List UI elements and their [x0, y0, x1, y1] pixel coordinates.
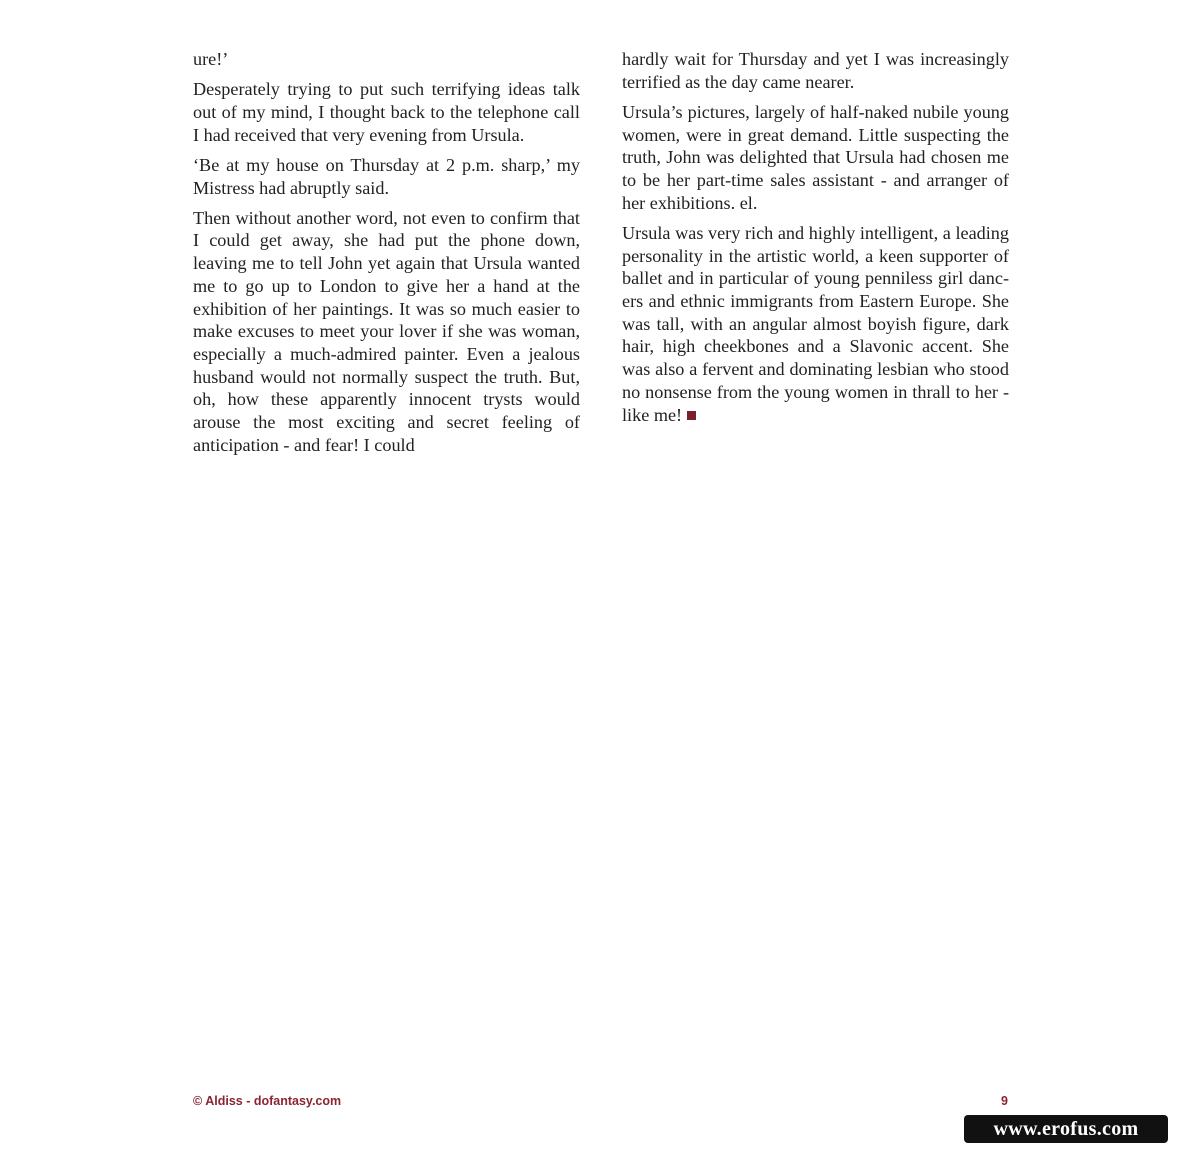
watermark-text: www.erofus.com — [993, 1117, 1139, 1140]
paragraph-text: Ursula was very rich and highly intelligent, a leading personality in the artistic world, a keen supporter of ballet and in particular of young penniless girl dancers and ethnic immigrants from Eastern Europe. She was tall, with an angular almost boyish figure, dark hair, high cheekbones and a Slavonic accent. She was also a fervent and dominating lesbian who stood no nonsense from the young women in thrall to her - like me! — [622, 222, 1009, 425]
footer-copyright: © Aldiss - dofantasy.com — [193, 1094, 342, 1108]
right-text-column — [622, 48, 1009, 434]
end-of-article-mark-icon — [687, 411, 696, 420]
left-text-column — [193, 48, 580, 464]
paragraph: ure!’ — [193, 49, 229, 69]
paragraph: Then without another word, not even to confirm that I could get away, she had put the phone down, leaving me to tell John yet again that Ursula wanted me to go up to London to give her a hand at the exhibition of her paintings. It was so much easier to make excuses to meet your lover if she was woman, especially a much-admired painter. Even a jealous husband would not normally suspect the truth. But, oh, how these apparently innocent trysts would arouse the most exciting and secret feeling of anticipation - and fear! I could — [193, 207, 580, 455]
paragraph: hardly wait for Thursday and yet I was increasingly terrified as the day came nearer. — [622, 49, 1009, 92]
paragraph: Ursula’s pictures, largely of half-naked nubile young women, were in great demand. Little suspecting the truth, John was delighted that Ursula had chosen me to be her part-time sales assistant - and arranger of her exhibitions. el. — [622, 101, 1009, 213]
paragraph: Desperately trying to put such terrifying ideas talk out of my mind, I thought back to the telephone call I had received that very evening from Ursula. — [193, 79, 580, 145]
page-number: 9 — [1001, 1094, 1008, 1108]
last-paragraph — [622, 222, 1009, 426]
paragraph: ‘Be at my house on Thursday at 2 p.m. sharp,’ my Mistress had abruptly said. — [193, 154, 580, 198]
watermark-badge — [964, 1115, 1168, 1143]
